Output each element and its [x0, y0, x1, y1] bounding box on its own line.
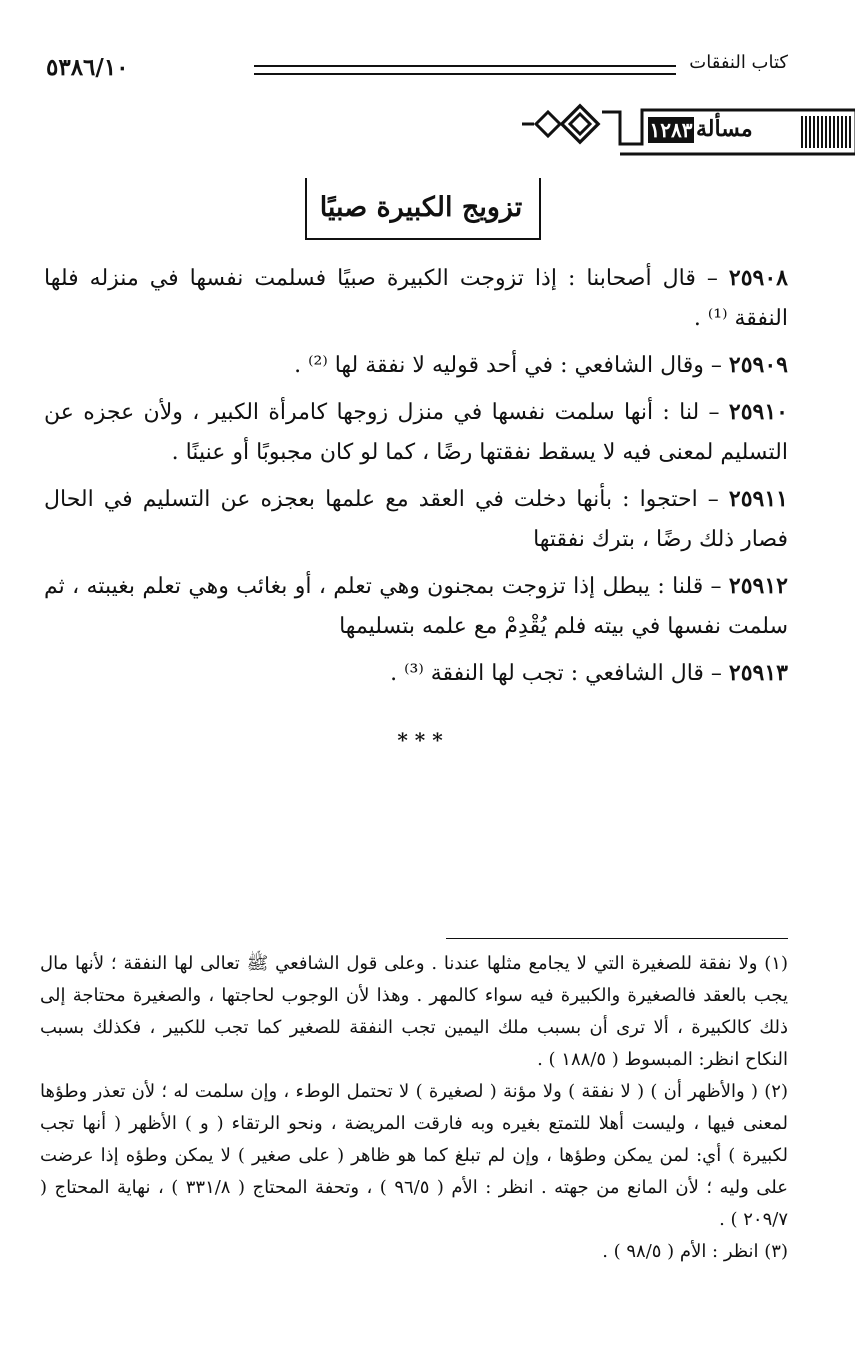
paragraph [44, 653, 788, 694]
paragraph [44, 258, 788, 339]
paragraph-number: ٢٥٩١١ [728, 486, 788, 512]
paragraph-number: ٢٥٩١٢ [728, 573, 788, 599]
footnote-3: (٣) انظر : الأم ( ٩٨/٥ ) . [602, 1241, 788, 1262]
paragraph-number: ٢٥٩٠٨ [728, 265, 788, 291]
paragraph-text: – قال الشافعي : تجب لها النفقة ⁽³⁾ . [390, 661, 729, 686]
masala-label: مسألة [696, 116, 753, 142]
running-header [46, 52, 788, 88]
page-reference: ٥٣٨٦/١٠ [46, 54, 129, 81]
paragraph-number: ٢٥٩٠٩ [728, 352, 788, 378]
paragraph-number: ٢٥٩١٣ [728, 660, 788, 686]
masala-number: ١٢٨٣ [649, 118, 693, 142]
paragraph-text: – وقال الشافعي : في أحد قوليه لا نفقة لها ⁽²⁾ . [294, 353, 729, 378]
paragraph [44, 392, 788, 473]
paragraph [44, 345, 788, 386]
footnotes [40, 948, 788, 1268]
paragraph [44, 479, 788, 560]
paragraph-text: – قال أصحابنا : إذا تزوجت الكبيرة صبيًا فسلمت نفسها في منزله فلها النفقة ⁽¹⁾ . [44, 266, 788, 331]
footnote-2: (٢) ( والأظهر أن ) ( لا نفقة ) ولا مؤنة ( لصغيرة ) لا تحتمل الوطء ، وإن سلمت له ؛ لأن تعذر وطؤها لمعنى فيها ، وليست أهلا للتمتع بغيره وبه فارقت المريضة ، ونحو الرتقاء ( و ) الأظهر ( أنها تجب لكبيرة ) أي: لمن يمكن وطؤها ، وإن لم تبلغ كما هو ظاهر ( على صغير ) لا يمكن وطؤه إذا عرضت على وليه ؛ لأن المانع من جهته . انظر : الأم ( ٩٦/٥ ) ، وتحفة المحتاج ( ٣٣١/٨ ) ، نهاية المحتاج ( ٢٠٩/٧ ) . [40, 1081, 788, 1230]
book-title: كتاب النفقات [689, 52, 788, 73]
paragraph [44, 566, 788, 647]
paragraph-text: – قلنا : يبطل إذا تزوجت بمجنون وهي تعلم ، أو بغائب وهي تعلم بغيبته ، ثم سلمت نفسها في بيته فلم يُقْدِمْ مع علمه بتسليمها [44, 574, 788, 639]
section-separator: * * * [397, 728, 443, 752]
main-text [44, 258, 788, 700]
header-rule [254, 65, 676, 75]
footnote-rule [446, 938, 788, 939]
section-title: تزويج الكبيرة صبيًا [319, 192, 523, 223]
paragraph-text: – لنا : أنها سلمت نفسها في منزل زوجها كامرأة الكبير ، ولأن عجزه عن التسليم لمعنى فيه لا يسقط نفقتها رضًا ، كما لو كان مجبوبًا أو عنينًا . [44, 400, 788, 465]
paragraph-text: – احتجوا : بأنها دخلت في العقد مع علمها بعجزه عن التسليم في الحال فصار ذلك رضًا ، بترك نفقتها [44, 487, 788, 552]
masala-banner [520, 102, 855, 158]
footnote-1: (١) ولا نفقة للصغيرة التي لا يجامع مثلها عندنا . وعلى قول الشافعي ﷺ تعالى لها النفقة ؛ لأنها مال يجب بالعقد فالصغيرة والكبيرة فيه سواء كالمهر . وهذا لأن الوجوب لحاجتها ، والصغيرة محتاجة إلى ذلك كالكبيرة ، ألا ترى أن بسبب ملك اليمين تجب النفقة للصغير كما تجب للكبير ، فكذلك بسبب النكاح انظر: المبسوط ( ١٨٨/٥ ) . [40, 953, 789, 1070]
paragraph-number: ٢٥٩١٠ [728, 399, 788, 425]
